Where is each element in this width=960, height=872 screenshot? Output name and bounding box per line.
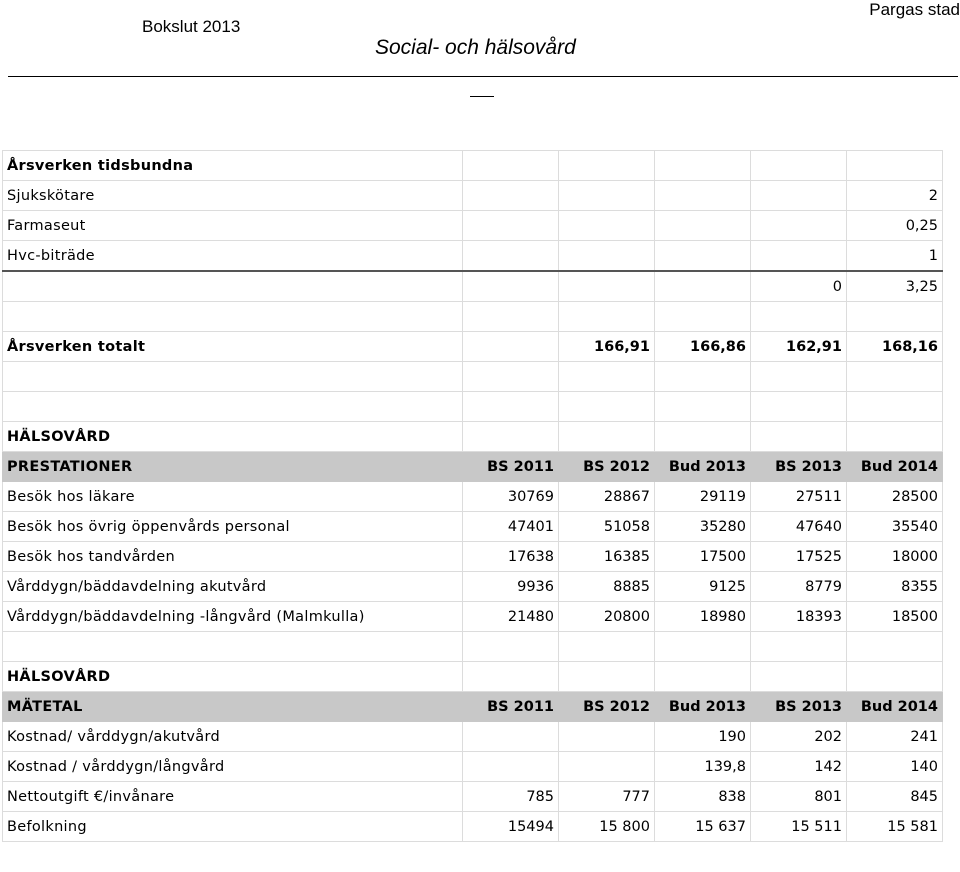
row-value — [655, 271, 751, 302]
table-row — [3, 452, 943, 482]
row-value: Bud 2014 — [847, 452, 943, 482]
row-value: Bud 2013 — [655, 452, 751, 482]
row-value — [559, 632, 655, 662]
row-label: HÄLSOVÅRD — [3, 422, 463, 452]
row-value: 190 — [655, 722, 751, 752]
row-value — [655, 662, 751, 692]
row-label: Årsverken totalt — [3, 332, 463, 362]
row-value — [655, 362, 751, 392]
row-value — [463, 302, 559, 332]
row-value: 27511 — [751, 482, 847, 512]
table-row — [3, 271, 943, 302]
row-value — [463, 271, 559, 302]
header-dash — [470, 96, 494, 97]
row-value: 8779 — [751, 572, 847, 602]
row-value: 15 800 — [559, 812, 655, 842]
row-value: BS 2013 — [751, 452, 847, 482]
row-value: 15 511 — [751, 812, 847, 842]
table-row — [3, 632, 943, 662]
row-value: 241 — [847, 722, 943, 752]
row-value: BS 2012 — [559, 692, 655, 722]
row-value: 20800 — [559, 602, 655, 632]
report-label: Bokslut 2013 — [142, 17, 241, 36]
row-label: Besök hos tandvården — [3, 542, 463, 572]
row-value — [847, 362, 943, 392]
row-value — [655, 302, 751, 332]
row-value: BS 2011 — [463, 452, 559, 482]
row-value — [559, 392, 655, 422]
row-value: 142 — [751, 752, 847, 782]
table-row — [3, 181, 943, 211]
row-value: 139,8 — [655, 752, 751, 782]
table-row — [3, 752, 943, 782]
table-row — [3, 332, 943, 362]
row-value: 801 — [751, 782, 847, 812]
row-value: 35280 — [655, 512, 751, 542]
row-value — [655, 181, 751, 211]
table-row — [3, 662, 943, 692]
row-label: Vårddygn/bäddavdelning -långvård (Malmkulla) — [3, 602, 463, 632]
row-value — [751, 392, 847, 422]
row-label: Vårddygn/bäddavdelning akutvård — [3, 572, 463, 602]
row-label: HÄLSOVÅRD — [3, 662, 463, 692]
row-label — [3, 271, 463, 302]
row-value: 166,86 — [655, 332, 751, 362]
row-value — [463, 722, 559, 752]
row-label — [3, 632, 463, 662]
row-value — [751, 302, 847, 332]
row-value: 777 — [559, 782, 655, 812]
table-row — [3, 362, 943, 392]
row-value — [751, 362, 847, 392]
row-value — [559, 241, 655, 272]
table-body — [3, 151, 943, 842]
organization-name: Pargas stad — [869, 0, 960, 19]
row-value — [847, 632, 943, 662]
table-row — [3, 542, 943, 572]
row-value: 29119 — [655, 482, 751, 512]
table-row — [3, 241, 943, 272]
row-value — [655, 632, 751, 662]
row-value: 51058 — [559, 512, 655, 542]
row-value — [751, 211, 847, 241]
row-value: 17638 — [463, 542, 559, 572]
table-row — [3, 211, 943, 241]
row-value — [463, 632, 559, 662]
row-value — [655, 392, 751, 422]
row-value: 8355 — [847, 572, 943, 602]
row-value — [655, 151, 751, 181]
row-label: Besök hos övrig öppenvårds personal — [3, 512, 463, 542]
row-value: 21480 — [463, 602, 559, 632]
row-value: 17500 — [655, 542, 751, 572]
row-value — [463, 362, 559, 392]
row-value: 47401 — [463, 512, 559, 542]
row-value: 28867 — [559, 482, 655, 512]
row-label — [3, 302, 463, 332]
table-row — [3, 812, 943, 842]
row-value — [847, 422, 943, 452]
row-value: 168,16 — [847, 332, 943, 362]
row-value: 3,25 — [847, 271, 943, 302]
row-value: 9125 — [655, 572, 751, 602]
row-value: 140 — [847, 752, 943, 782]
row-label: Befolkning — [3, 812, 463, 842]
row-value: 162,91 — [751, 332, 847, 362]
row-value — [559, 662, 655, 692]
row-value — [559, 211, 655, 241]
table-row — [3, 392, 943, 422]
row-value — [463, 752, 559, 782]
row-label: Hvc-biträde — [3, 241, 463, 272]
row-value — [463, 422, 559, 452]
row-value: 0,25 — [847, 211, 943, 241]
row-value — [559, 722, 655, 752]
row-value — [463, 211, 559, 241]
row-value — [751, 181, 847, 211]
header-divider — [8, 76, 958, 77]
row-value — [463, 181, 559, 211]
row-value: 47640 — [751, 512, 847, 542]
row-value — [751, 662, 847, 692]
row-value — [559, 271, 655, 302]
row-label: Kostnad / vårddygn/långvård — [3, 752, 463, 782]
row-value: BS 2011 — [463, 692, 559, 722]
row-value — [463, 241, 559, 272]
row-value: 785 — [463, 782, 559, 812]
table-row — [3, 572, 943, 602]
row-value — [655, 211, 751, 241]
row-value: 35540 — [847, 512, 943, 542]
row-label: Kostnad/ vårddygn/akutvård — [3, 722, 463, 752]
row-label: Årsverken tidsbundna — [3, 151, 463, 181]
row-value: 18980 — [655, 602, 751, 632]
row-label: PRESTATIONER — [3, 452, 463, 482]
table-row — [3, 722, 943, 752]
row-value — [847, 302, 943, 332]
row-value — [847, 392, 943, 422]
row-label: Farmaseut — [3, 211, 463, 241]
row-value: 845 — [847, 782, 943, 812]
row-value: 30769 — [463, 482, 559, 512]
table-row — [3, 602, 943, 632]
row-value: 166,91 — [559, 332, 655, 362]
statistics-table — [2, 150, 943, 842]
row-value: 18393 — [751, 602, 847, 632]
table-row — [3, 512, 943, 542]
row-value — [751, 422, 847, 452]
row-label — [3, 392, 463, 422]
row-value: 15 637 — [655, 812, 751, 842]
row-label — [3, 362, 463, 392]
table-row — [3, 692, 943, 722]
row-value: 28500 — [847, 482, 943, 512]
row-value — [559, 302, 655, 332]
row-value: 17525 — [751, 542, 847, 572]
row-value — [655, 241, 751, 272]
row-value: Bud 2014 — [847, 692, 943, 722]
row-value — [847, 662, 943, 692]
row-value — [559, 151, 655, 181]
table-row — [3, 151, 943, 181]
row-value: 9936 — [463, 572, 559, 602]
row-label: Sjukskötare — [3, 181, 463, 211]
row-value — [655, 422, 751, 452]
row-value: 15 581 — [847, 812, 943, 842]
row-value — [559, 181, 655, 211]
row-value — [463, 151, 559, 181]
row-value — [559, 752, 655, 782]
row-value: Bud 2013 — [655, 692, 751, 722]
row-value — [463, 392, 559, 422]
table-row — [3, 782, 943, 812]
row-value — [463, 332, 559, 362]
row-value — [751, 241, 847, 272]
row-value: 838 — [655, 782, 751, 812]
row-label: MÄTETAL — [3, 692, 463, 722]
row-value: 0 — [751, 271, 847, 302]
table-row — [3, 482, 943, 512]
row-label: Nettoutgift €/invånare — [3, 782, 463, 812]
table-row — [3, 422, 943, 452]
page-title: Social- och hälsovård — [375, 36, 576, 59]
row-value: 8885 — [559, 572, 655, 602]
row-value — [751, 151, 847, 181]
row-value: 18000 — [847, 542, 943, 572]
row-value: 18500 — [847, 602, 943, 632]
row-value — [559, 362, 655, 392]
row-value: BS 2013 — [751, 692, 847, 722]
row-value: 16385 — [559, 542, 655, 572]
row-value — [559, 422, 655, 452]
row-value: 1 — [847, 241, 943, 272]
row-value: 2 — [847, 181, 943, 211]
row-value: 202 — [751, 722, 847, 752]
row-label: Besök hos läkare — [3, 482, 463, 512]
table-row — [3, 302, 943, 332]
row-value — [463, 662, 559, 692]
row-value: BS 2012 — [559, 452, 655, 482]
row-value — [751, 632, 847, 662]
row-value: 15494 — [463, 812, 559, 842]
row-value — [847, 151, 943, 181]
